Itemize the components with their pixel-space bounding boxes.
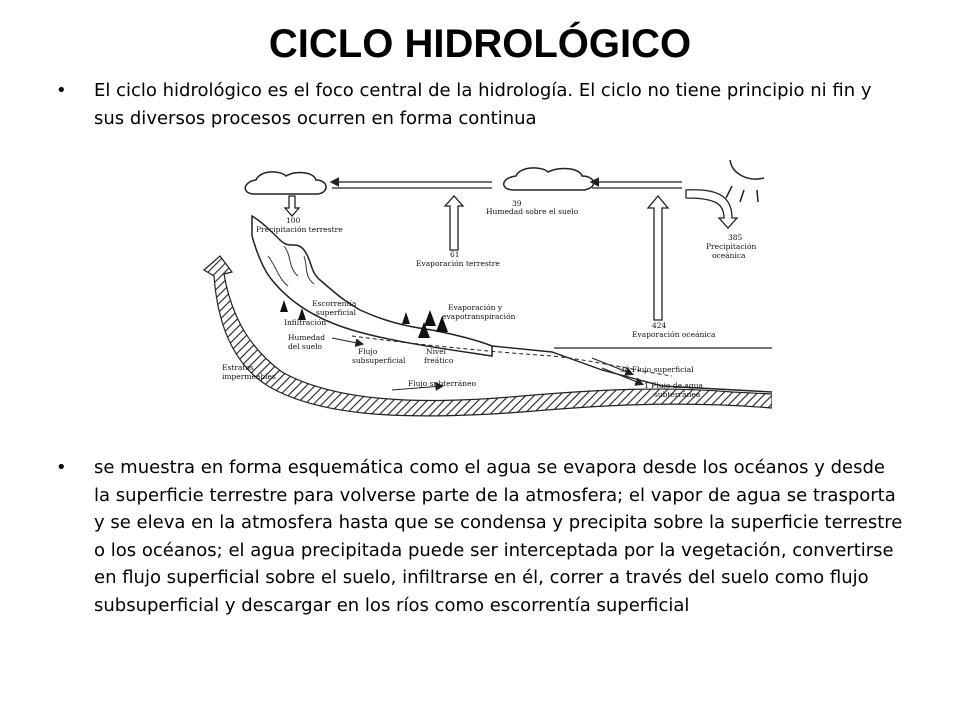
label-surface-flow: 38 Flujo superficial — [620, 365, 694, 374]
sun-icon — [726, 160, 764, 202]
precipitation-land-arrow — [285, 196, 299, 216]
bullet-symbol: • — [56, 457, 67, 478]
label-water-table-1: Nivel — [426, 347, 447, 356]
label-precip-land-value: 100 — [286, 216, 301, 225]
label-evap-land-value: 61 — [450, 250, 460, 259]
bullet-text: se muestra en forma esquemática como el agua se evapora desde los océanos y desde la superficie terrestre para volverse parte de la atmosfera; el vapor de agua se trasporta y se eleva en la atmosfera hasta que se condensa y precipita sobre la superficie terrestre o los océanos; el agua precipitada puede ser interceptada por la vegetación, convertirse en flujo superficial sobre el suelo, infiltrarse en él, correr a través del suelo como flujo subsuperficial y descargar en los ríos como escorrentía superficial — [94, 457, 903, 616]
label-subsurface-2: subsuperficial — [352, 356, 406, 365]
label-evapotrans-2: evapotranspiración — [442, 312, 516, 321]
evaporation-ocean-arrow — [648, 196, 668, 320]
label-evapotrans-1: Evaporación y — [448, 303, 503, 312]
label-gw-flow-2: subterránea — [654, 390, 701, 399]
label-impermeable-2: impermeables — [222, 372, 276, 381]
label-subsurface-1: Flujo — [358, 347, 378, 356]
label-soil-moisture-2: del suelo — [288, 342, 323, 351]
cloud-left — [245, 172, 326, 194]
label-precip-ocean-value: 385 — [728, 233, 743, 242]
label-soil-moisture-1: Humedad — [288, 333, 325, 342]
label-groundwater-flow: Flujo subterráneo — [408, 379, 477, 388]
label-precip-ocean-2: oceánica — [712, 251, 746, 260]
bullet-text: El ciclo hidrológico es el foco central de la hidrología. El ciclo no tiene principio ni fin y sus diversos procesos ocurren en forma continua — [94, 80, 872, 129]
bullet-item — [56, 454, 906, 619]
label-impermeable-1: Estratos — [222, 363, 254, 372]
label-infiltration: Infiltración — [284, 318, 327, 327]
label-runoff-1: Escorrentía — [312, 299, 357, 308]
label-evap-ocean: Evaporación oceánica — [632, 330, 716, 339]
label-water-table-2: freático — [424, 356, 454, 365]
cloud-right — [504, 168, 594, 190]
label-gw-flow-1: 1 Flujo de agua — [644, 381, 704, 390]
label-evap-ocean-value: 424 — [652, 321, 667, 330]
label-runoff-2: superficial — [316, 308, 356, 317]
label-precip-land: Precipitación terrestre — [256, 225, 343, 234]
label-precip-ocean-1: Precipitación — [706, 242, 757, 251]
slide-title: CICLO HIDROLÓGICO — [268, 22, 692, 66]
label-humidity: Humedad sobre el suelo — [486, 207, 579, 216]
bullet-symbol: • — [56, 80, 67, 101]
precipitation-ocean-arrow — [686, 190, 737, 228]
label-humidity-value: 39 — [512, 199, 522, 208]
hydrologic-cycle-diagram — [192, 160, 772, 422]
evaporation-land-arrow — [445, 196, 463, 250]
bullet-item — [56, 77, 906, 132]
label-evap-land: Evaporación terrestre — [416, 259, 500, 268]
